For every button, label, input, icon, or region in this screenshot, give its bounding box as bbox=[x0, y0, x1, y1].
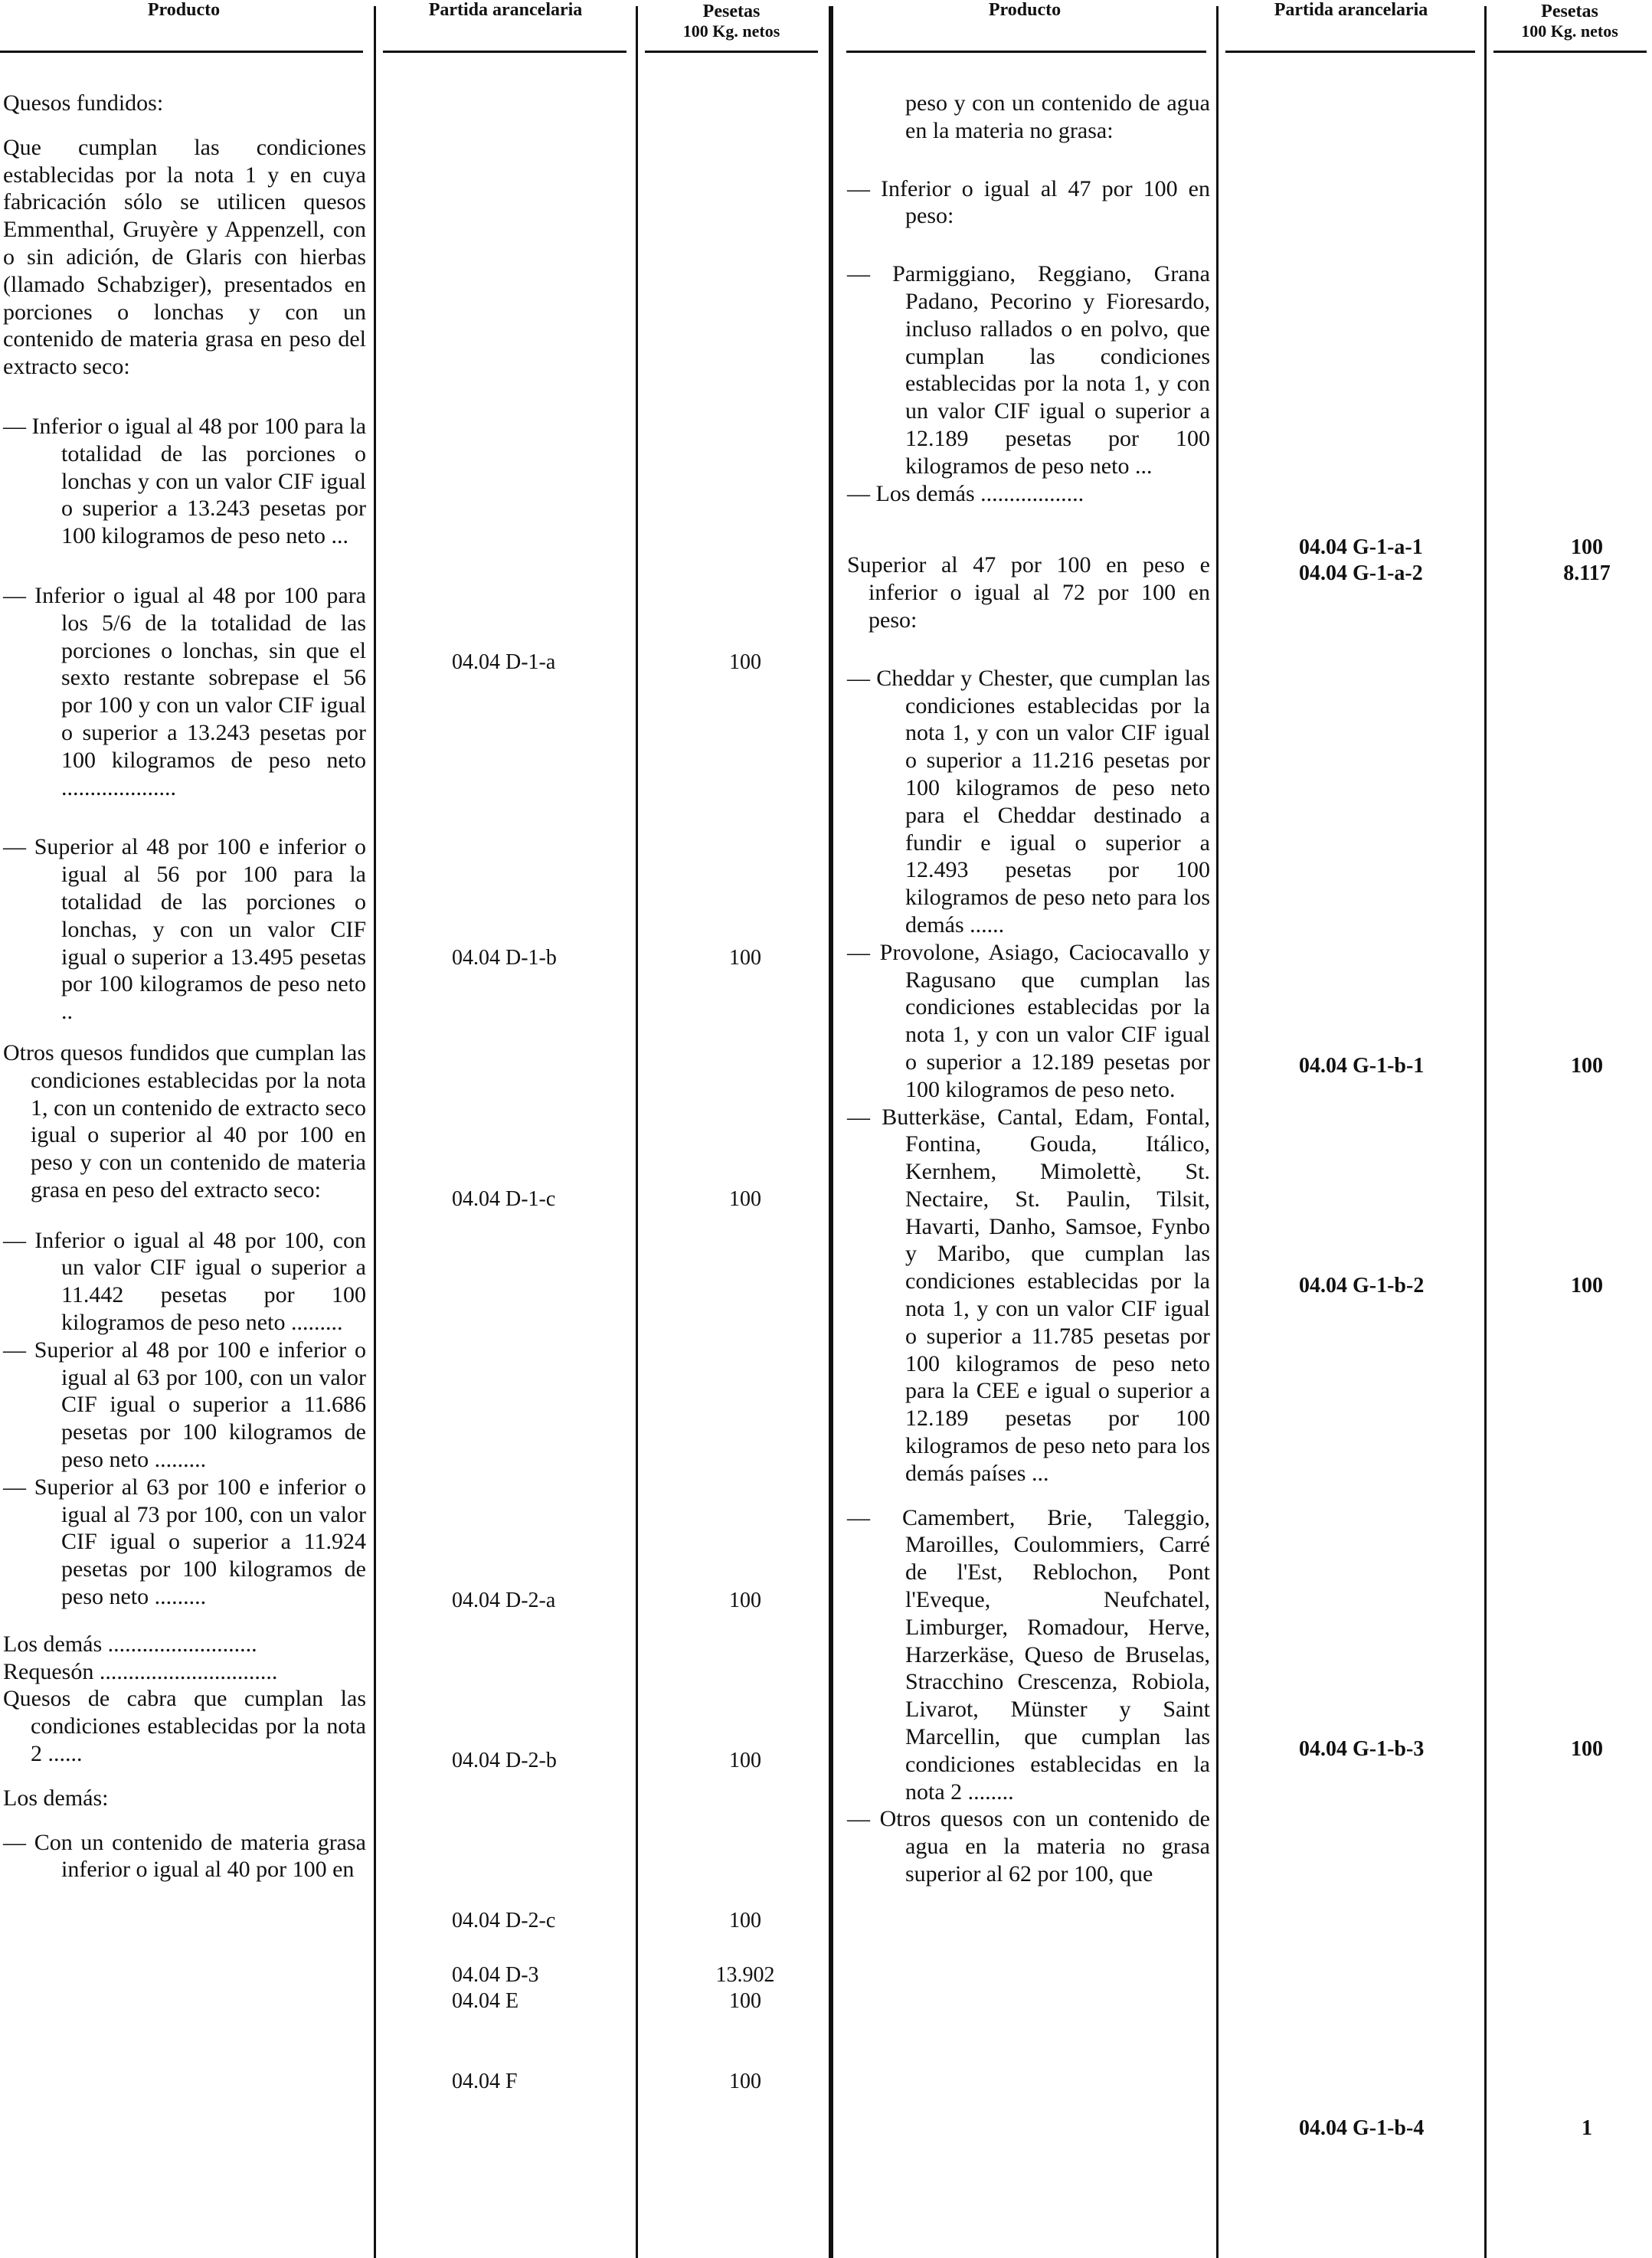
header-rule bbox=[1493, 51, 1647, 53]
product-item: — Inferior o igual al 48 por 100 para la totalidad de las porciones o lonchas y con un valor CIF igual o superior a 13.243 pesetas por 100 kilogramos de peso neto ... bbox=[3, 413, 367, 549]
product-item: — Superior al 63 por 100 e inferior o igual al 73 por 100, con un valor CIF igual o superior a 11.924 pesetas por 100 kilogramos de peso neto ......... bbox=[3, 1474, 366, 1610]
tariff-code: 04.04 G-1-b-3 bbox=[1299, 1737, 1425, 1761]
column-rule bbox=[374, 6, 376, 2258]
product-paragraph: peso y con un contenido de agua en la materia no grasa: bbox=[905, 90, 1210, 143]
product-item: — Otros quesos con un contenido de agua en la materia no grasa superior al 62 por 100, que bbox=[847, 1806, 1210, 1887]
duty-value: 100 bbox=[729, 650, 761, 674]
column-rule bbox=[1484, 6, 1487, 2258]
product-item: — Inferior o igual al 47 por 100 en peso: bbox=[847, 175, 1210, 229]
duty-value: 100 bbox=[729, 1589, 761, 1612]
product-item: — Con un contenido de materia grasa inferior o igual al 40 por 100 en bbox=[3, 1829, 366, 1883]
product-item: — Butterkäse, Cantal, Edam, Fontal, Fontina, Gouda, Itálico, Kernhem, Mimolettè, St. Nectaire, St. Paulin, Tilsit, Havarti, Danho, Samsoe, Fynbo y Maribo, que cumplan las condiciones establecidas por la nota 1, y con un valor CIF igual o superior a 11.785 pesetas por 100 kilogramos de peso neto para la CEE e igual o superior a 12.189 pesetas por 100 kilogramos de peso neto para los demás países ... bbox=[847, 1104, 1210, 1486]
product-item: — Provolone, Asiago, Caciocavallo y Ragusano que cumplan las condiciones establecidas por la nota 1, y con un valor CIF igual o superior a 12.189 pesetas por 100 kilogramos de peso neto. bbox=[847, 939, 1210, 1102]
duty-value: 13.902 bbox=[715, 1963, 775, 1987]
duty-value: 100 bbox=[729, 1909, 761, 1932]
product-paragraph: Otros quesos fundidos que cumplan las condiciones establecidas por la nota 1, con un contenido de extracto seco igual o superior al 40 por 100 en peso y con un contenido de materia grasa en peso del extracto seco: bbox=[3, 1039, 366, 1203]
header-rule bbox=[383, 51, 626, 53]
tariff-code: 04.04 D-2-a bbox=[452, 1589, 556, 1612]
product-item: — Los demás .................. bbox=[847, 480, 1084, 506]
product-paragraph: Que cumplan las condiciones establecidas por la nota 1 y en cuya fabricación sólo se utilicen quesos Emmenthal, Gruyère y Appenzell, con o sin adición, de Glaris con hierbas (llamado Schabziger), presentados en porciones o lonchas y con un contenido de materia grasa en peso del extracto seco: bbox=[3, 134, 366, 380]
duty-value: 100 bbox=[729, 946, 761, 970]
product-item: Quesos de cabra que cumplan las condiciones establecidas por la nota 2 ...... bbox=[3, 1686, 366, 1767]
duty-value: 100 bbox=[1571, 1737, 1603, 1761]
column-rule bbox=[636, 6, 638, 2258]
header-rule bbox=[645, 51, 818, 53]
section-heading: Quesos fundidos: bbox=[3, 90, 164, 116]
tariff-code: 04.04 D-2-c bbox=[452, 1909, 556, 1932]
header-pesetas bbox=[639, 2, 824, 41]
column-rule bbox=[1216, 6, 1219, 2258]
duty-value: 100 bbox=[729, 2070, 761, 2093]
section-heading: Los demás: bbox=[3, 1785, 109, 1811]
left-product-column bbox=[3, 90, 366, 1914]
header-partida-right: Partida arancelaria bbox=[1274, 0, 1428, 20]
product-item: — Camembert, Brie, Taleggio, Maroilles, Coulommiers, Carré de l'Est, Reblochon, Pont l'Eveque, Neufchatel, Limburger, Romadour, Herve, Harzerkäse, Queso de Bruselas, Stracchino Crescenza, Robiola, Livarot, Münster y Saint Marcellin, que cumplan las condiciones establecidas en la nota 2 ........ bbox=[847, 1504, 1210, 1805]
header-producto: Producto bbox=[147, 0, 221, 20]
tariff-code: 04.04 E bbox=[452, 1989, 519, 2013]
header-pesetas-label: Pesetas bbox=[1541, 2, 1598, 21]
duty-value: 100 bbox=[729, 1989, 761, 2013]
product-paragraph: Superior al 47 por 100 en peso e inferior o igual al 72 por 100 en peso: bbox=[847, 552, 1210, 633]
header-pesetas-label: Pesetas bbox=[702, 2, 761, 21]
tariff-code: 04.04 F bbox=[452, 2070, 518, 2093]
tariff-code: 04.04 G-1-a-2 bbox=[1299, 561, 1423, 585]
duty-value: 100 bbox=[1571, 535, 1603, 559]
product-item: — Superior al 48 por 100 e inferior o igual al 56 por 100 para la totalidad de las porciones o lonchas, y con un valor CIF igual o superior a 13.495 pesetas por 100 kilogramos de peso neto .. bbox=[3, 834, 366, 1025]
tariff-code: 04.04 D-1-a bbox=[452, 650, 556, 674]
duty-value: 1 bbox=[1582, 2116, 1592, 2140]
header-pesetas-right bbox=[1487, 2, 1652, 41]
header-rule bbox=[1225, 51, 1475, 53]
tariff-code: 04.04 G-1-a-1 bbox=[1299, 535, 1423, 559]
header-producto-right: Producto bbox=[988, 0, 1062, 20]
product-item: — Superior al 48 por 100 e inferior o igual al 63 por 100, con un valor CIF igual o superior a 11.686 pesetas por 100 kilogramos de peso neto ......... bbox=[3, 1337, 366, 1473]
header-pesetas-unit: 100 Kg. netos bbox=[1521, 21, 1618, 41]
tariff-code: 04.04 G-1-b-2 bbox=[1299, 1274, 1425, 1298]
product-item: — Inferior o igual al 48 por 100, con un valor CIF igual o superior a 11.442 pesetas por 100 kilogramos de peso neto ......... bbox=[3, 1227, 366, 1336]
tariff-code: 04.04 G-1-b-1 bbox=[1299, 1054, 1425, 1078]
tariff-code: 04.04 D-2-b bbox=[452, 1749, 557, 1772]
product-item: — Cheddar y Chester, que cumplan las condiciones establecidas por la nota 1, y con un valor CIF igual o superior a 11.216 pesetas por 100 kilogramos de peso neto para el Cheddar destinado a fundir e igual o superior a 12.493 pesetas por 100 kilogramos de peso neto para los demás ...... bbox=[847, 665, 1210, 938]
right-product-column bbox=[847, 90, 1210, 1888]
header-partida: Partida arancelaria bbox=[428, 0, 583, 20]
product-item: Los demás .......................... bbox=[3, 1631, 257, 1657]
tariff-code: 04.04 D-1-b bbox=[452, 946, 557, 970]
product-item: — Parmiggiano, Reggiano, Grana Padano, Pecorino y Fioresardo, incluso rallados o en polvo, que cumplan las condiciones establecidas por la nota 1, y con un valor CIF igual o superior a 12.189 pesetas por 100 kilogramos de peso neto ... bbox=[847, 261, 1210, 479]
duty-value: 8.117 bbox=[1563, 561, 1611, 585]
duty-value: 100 bbox=[729, 1749, 761, 1772]
header-pesetas-unit: 100 Kg. netos bbox=[682, 21, 780, 41]
duty-value: 100 bbox=[729, 1187, 761, 1211]
center-rule bbox=[829, 6, 833, 2258]
header-rule bbox=[846, 51, 1206, 53]
tariff-code: 04.04 D-1-c bbox=[452, 1187, 556, 1211]
tariff-code: 04.04 D-3 bbox=[452, 1963, 539, 1987]
duty-value: 100 bbox=[1571, 1274, 1603, 1298]
product-item: — Inferior o igual al 48 por 100 para los 5/6 de la totalidad de las porciones o lonchas, sin que el sexto restante sobrepase el 56 por 100 y con un valor CIF igual o superior a 13.243 pesetas por 100 kilogramos de peso neto .................... bbox=[3, 582, 366, 800]
product-item: Requesón ............................... bbox=[3, 1658, 278, 1684]
duty-value: 100 bbox=[1571, 1054, 1603, 1078]
header-rule bbox=[0, 51, 363, 53]
tariff-code: 04.04 G-1-b-4 bbox=[1299, 2116, 1425, 2140]
